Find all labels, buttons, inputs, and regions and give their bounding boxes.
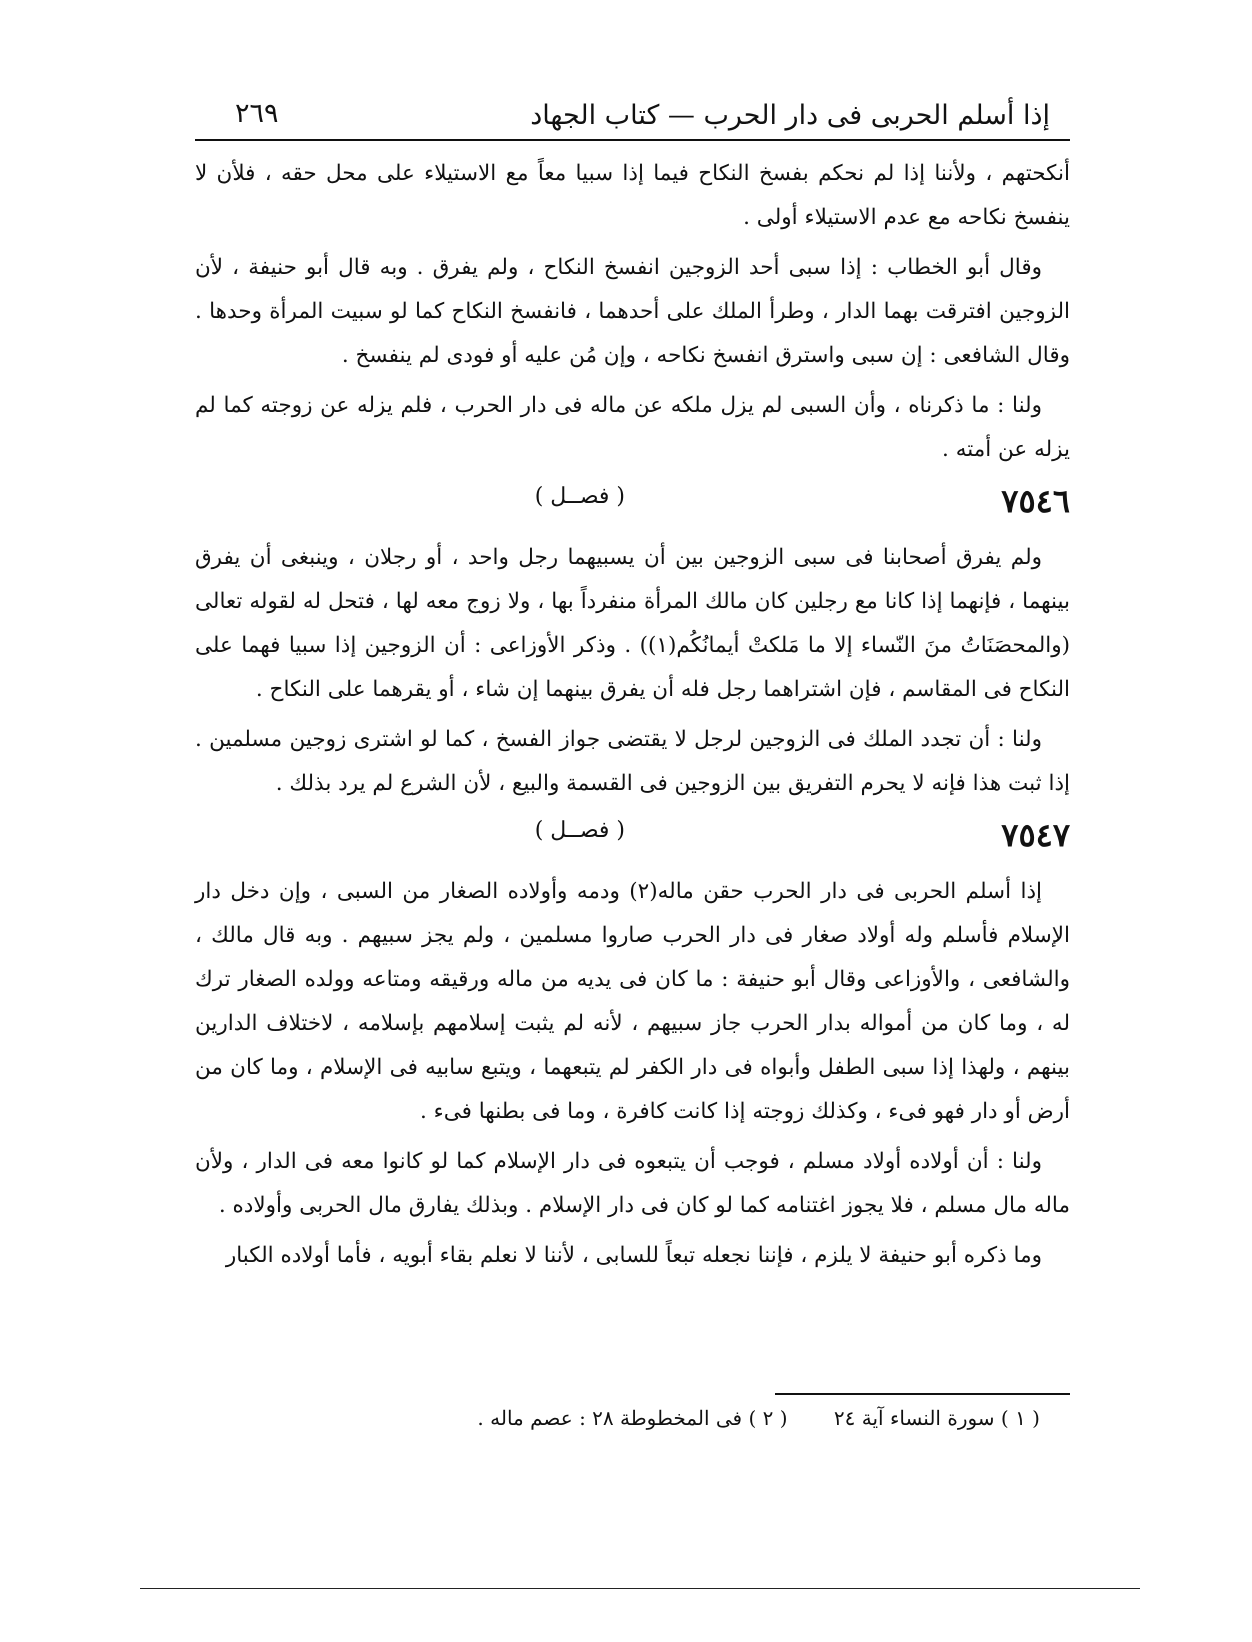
paragraph: ولم يفرق أصحابنا فى سبى الزوجين بين أن يسبيهما رجل واحد ، أو رجلان ، وينبغى أن يفرق بينهما ، فإنهما إذا كانا مع رجلين كان مالك المرأة منفرداً بها ، ولا زوج معه لها ، فتحل له لقوله تعالى (والمحصَنَاتُ منَ النّساء إلا ما مَلكتْ أيمانُكُم(١)) . وذكر الأوزاعى : أن الزوجين إذا سبيا فهما على النكاح فى المقاسم ، فإن اشتراهما رجل فله أن يفرق بينهما إن شاء ، أو يقرهما على النكاح . — [195, 545, 1070, 702]
paragraph: إذا أسلم الحربى فى دار الحرب حقن ماله(٢) ودمه وأولاده الصغار من السبى ، وإن دخل دار الإسلام فأسلم وله أولاد صغار فى دار الحرب صاروا مسلمين ، ولم يجز سبيهم . وبه قال مالك ، والشافعى ، والأوزاعى وقال أبو حنيفة : ما كان فى يديه من ماله ورقيقه ومتاعه وولده الصغار ترك له ، وما كان من أمواله بدار الحرب جاز سبيهم ، لأنه لم يثبت إسلامهم بإسلامه ، لاختلاف الدارين بينهم ، ولهذا إذا سبى الطفل وأبواه فى دار الكفر لم يتبعهما ، ويتبع سابيه فى الإسلام ، وما كان من أرض أو دار فهو فىء ، وكذلك زوجته إذا كانت كافرة ، وما فى بطنها فىء . — [195, 879, 1070, 1124]
main-text — [195, 152, 1070, 1284]
page-number: ٢٦٩ — [235, 98, 279, 129]
section-number: ٧٥٤٦ — [1001, 482, 1070, 520]
footnote: ( ١ ) سورة النساء آية ٢٤ — [833, 1406, 1040, 1430]
paragraph: أنكحتهم ، ولأننا إذا لم نحكم بفسخ النكاح فيما إذا سبيا معاً مع الاستيلاء على محل حقه ، فلأن لا ينفسخ نكاحه مع عدم الاستيلاء أولى . — [195, 161, 1070, 230]
section-label: ( فصــل ) — [534, 484, 625, 509]
paragraph: ولنا : أن أولاده أولاد مسلم ، فوجب أن يتبعوه فى دار الإسلام كما لو كانوا معه فى الدار ، ولأن ماله مال مسلم ، فلا يجوز اغتنامه كما لو كان فى دار الإسلام . وبذلك يفارق مال الحربى وأولاده . — [195, 1149, 1070, 1218]
section-number: ٧٥٤٧ — [1001, 816, 1070, 854]
footnote-rule — [775, 1393, 1070, 1395]
running-title: إذا أسلم الحربى فى دار الحرب — كتاب الجهاد — [530, 100, 1050, 131]
section-label: ( فصــل ) — [534, 818, 625, 843]
paragraph: ولنا : أن تجدد الملك فى الزوجين لرجل لا يقتضى جواز الفسخ ، كما لو اشترى زوجين مسلمين . إذا ثبت هذا فإنه لا يحرم التفريق بين الزوجين فى القسمة والبيع ، لأن الشرع لم يرد بذلك . — [195, 727, 1070, 796]
running-header — [195, 92, 1070, 140]
header-rule — [195, 139, 1070, 141]
paragraph: وما ذكره أبو حنيفة لا يلزم ، فإننا نجعله تبعاً للسابى ، لأننا لا نعلم بقاء أبويه ، فأما أولاده الكبار — [225, 1243, 1042, 1268]
paragraph: وقال أبو الخطاب : إذا سبى أحد الزوجين انفسخ النكاح ، ولم يفرق . وبه قال أبو حنيفة ، لأن الزوجين افترقت بهما الدار ، وطرأ الملك على أحدهما ، فانفسخ النكاح كما لو سبيت المرأة وحدها . وقال الشافعى : إن سبى واسترق انفسخ نكاحه ، وإن مُن عليه أو فودى لم ينفسخ . — [195, 255, 1070, 368]
scan-edge-line — [140, 1588, 1140, 1589]
section-heading — [195, 812, 1070, 864]
paragraph: ولنا : ما ذكرناه ، وأن السبى لم يزل ملكه عن ماله فى دار الحرب ، فلم يزله عن زوجته كما لم يزله عن أمته . — [195, 393, 1070, 462]
footnotes — [400, 1406, 1040, 1430]
section-heading — [195, 478, 1070, 530]
footnote: ( ٢ ) فى المخطوطة ٢٨ : عصم ماله . — [477, 1406, 788, 1430]
